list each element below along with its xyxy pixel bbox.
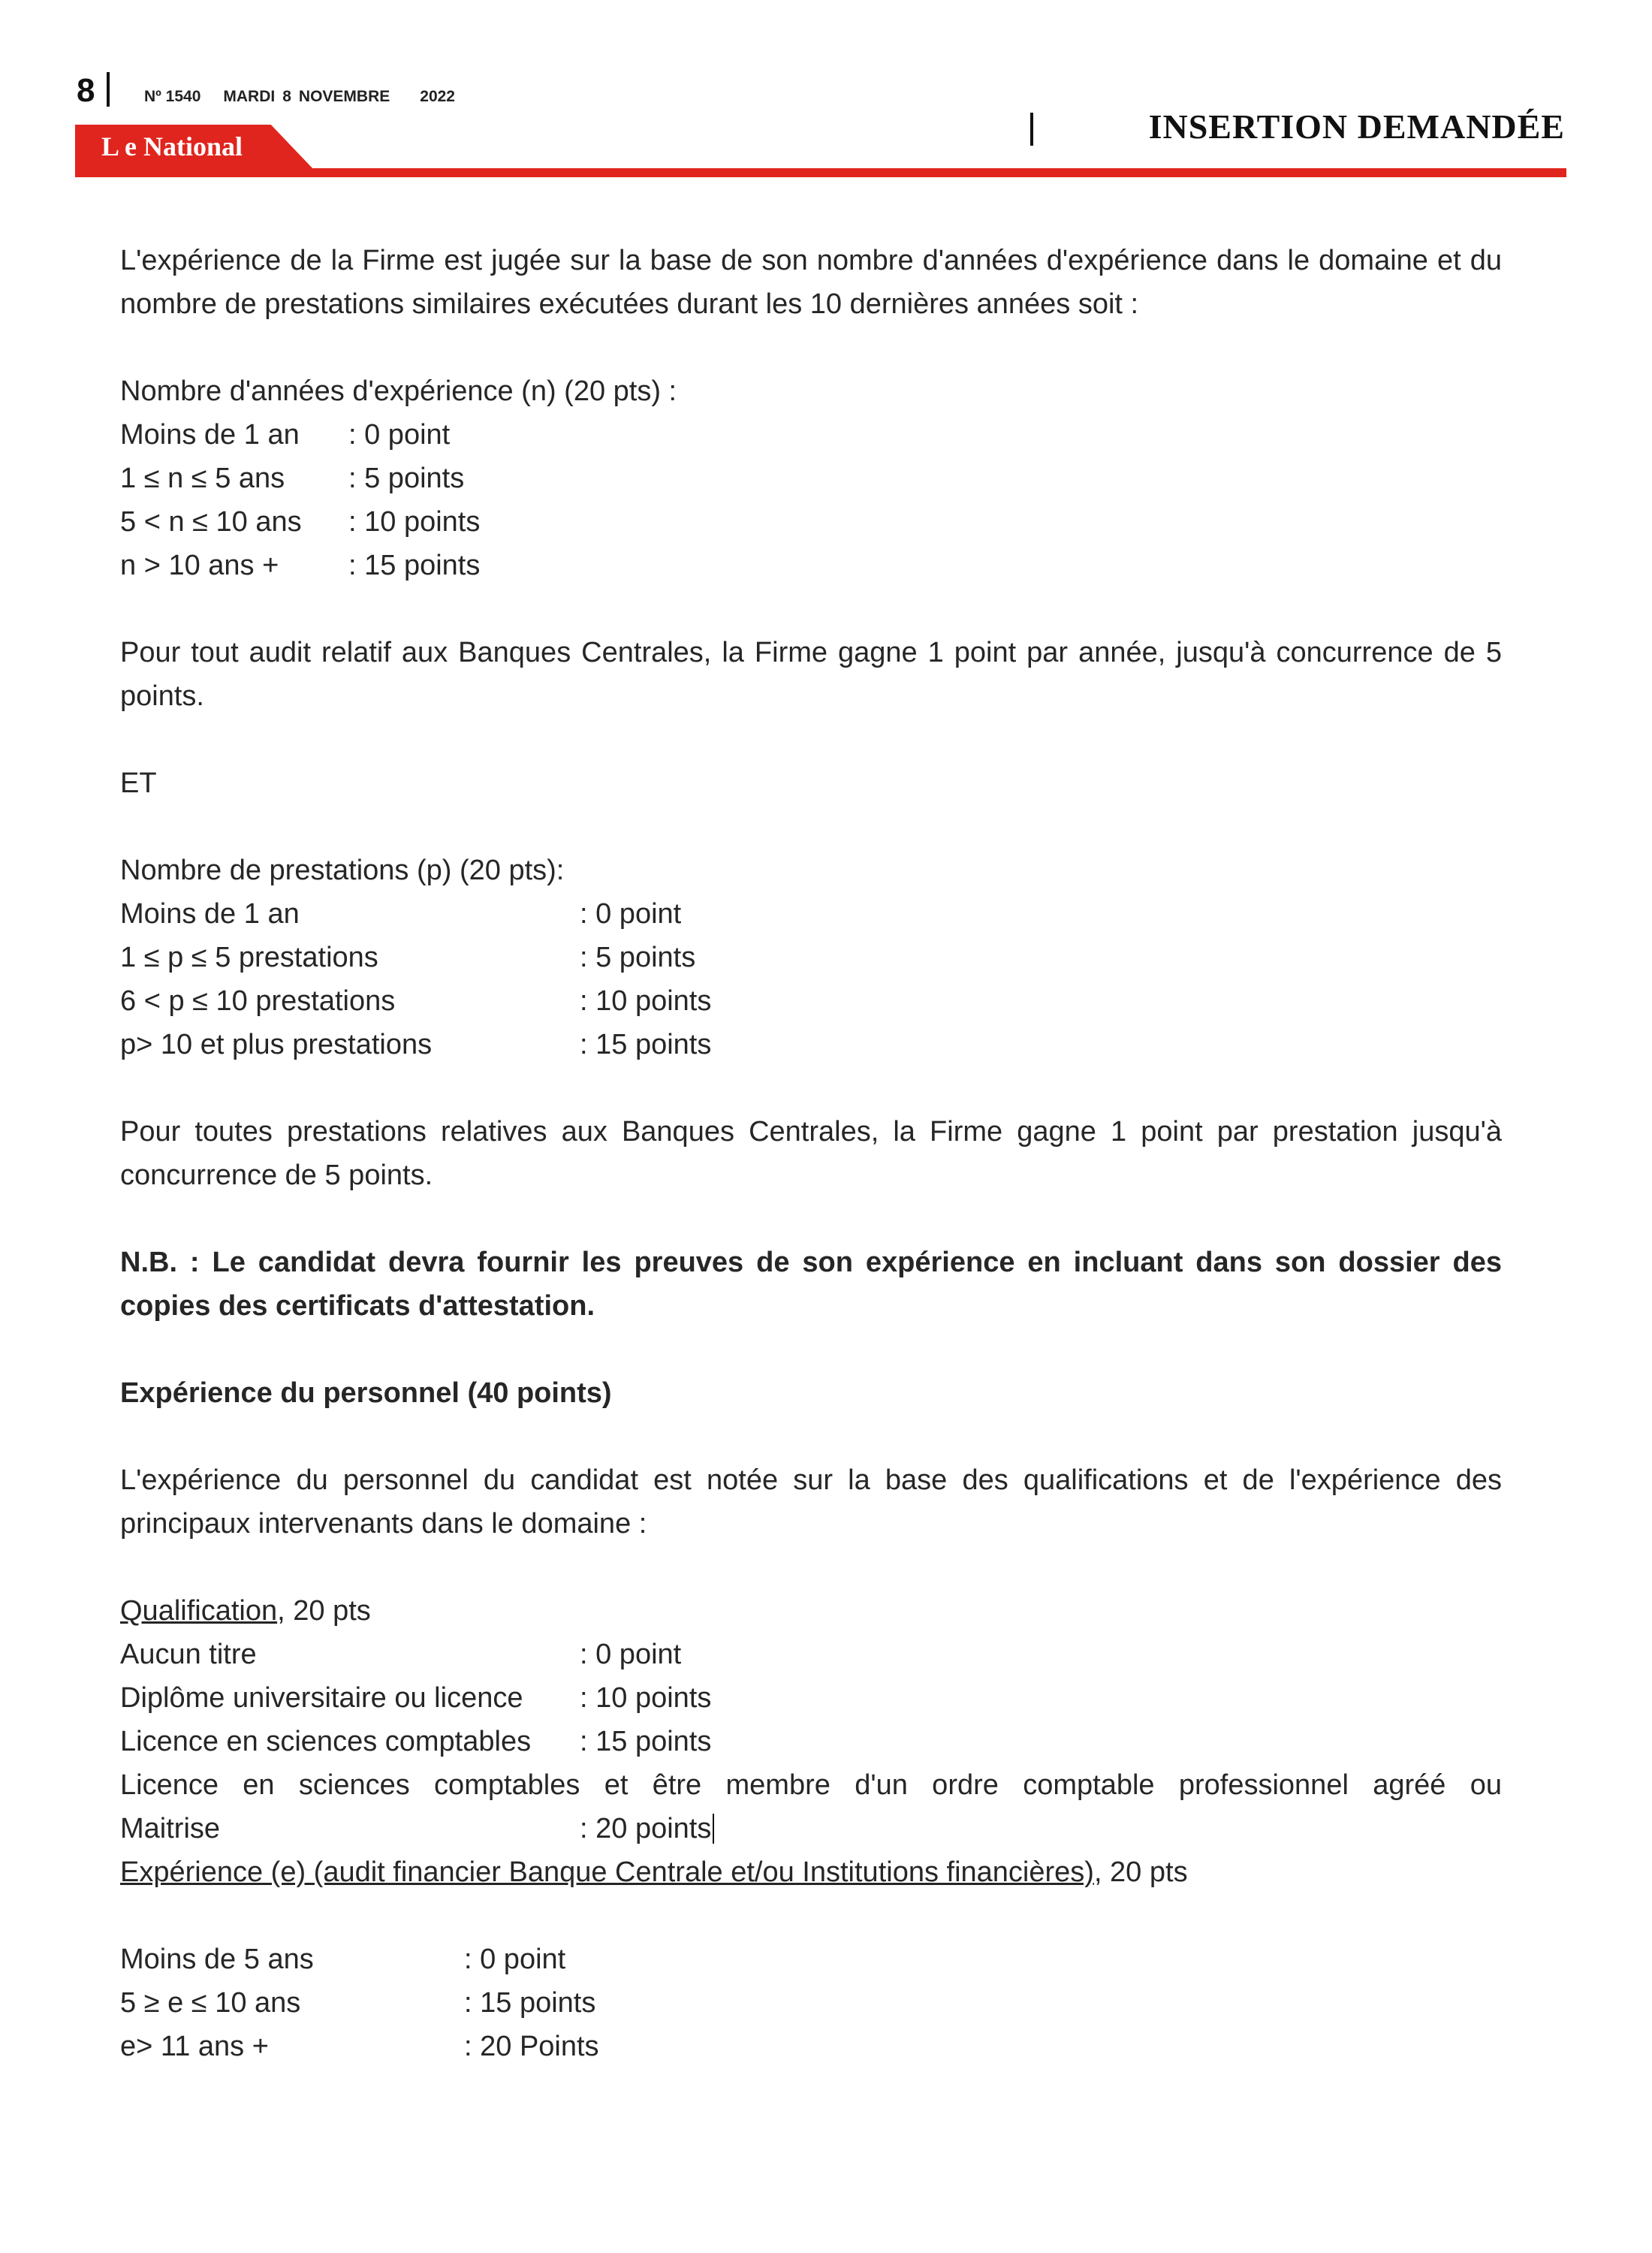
issue-date-line xyxy=(144,88,478,106)
issue-date-day: 8 xyxy=(282,88,291,105)
personnel-intro-paragraph: L'expérience du personnel du candidat est notée sur la base des qualifications et de l'expérience des principaux intervenants dans le domaine : xyxy=(120,1464,1502,1540)
header-red-rule xyxy=(75,168,1566,177)
central-bank-audit-paragraph: Pour tout audit relatif aux Banques Centrales, la Firme gagne 1 point par année, jusqu'à concurrence de 5 points. xyxy=(120,637,1502,712)
page-number: 8 xyxy=(77,72,95,109)
experience-label: Expérience (e) (audit financier Banque Centrale et/ou Institutions financières) xyxy=(120,1856,1094,1888)
nb-note: N.B. : Le candidat devra fournir les preuves de son expérience en incluant dans son dossier des copies des certificats d'attestation. xyxy=(120,1247,1502,1322)
brand-name: L e National xyxy=(101,131,243,161)
central-bank-prestations-paragraph: Pour toutes prestations relatives aux Banques Centrales, la Firme gagne 1 point par prestation jusqu'à concurrence de 5 points. xyxy=(120,1116,1502,1191)
issue-year: 2022 xyxy=(420,88,455,105)
qualification-long-line: Licence en sciences comptables et être membre d'un ordre comptable professionnel agréé ou xyxy=(120,1769,1502,1801)
issue-number: Nº 1540 xyxy=(144,88,201,105)
qualification-points: , 20 pts xyxy=(277,1595,371,1627)
issue-day: MARDI xyxy=(223,88,276,105)
section-divider xyxy=(1030,113,1033,146)
issue-month: NOVEMBRE xyxy=(298,88,390,105)
section-title: INSERTION DEMANDÉE xyxy=(1148,107,1565,146)
intro-paragraph: L'expérience de la Firme est jugée sur la base de son nombre d'années d'expérience dans le domaine et du nombre de prestations similaires exécutées durant les 10 dernières années soit : xyxy=(120,245,1502,320)
qualification-label: Qualification xyxy=(120,1595,278,1627)
header-divider xyxy=(107,72,110,107)
text-cursor xyxy=(713,1814,714,1844)
experience-points: , 20 pts xyxy=(1093,1856,1188,1888)
